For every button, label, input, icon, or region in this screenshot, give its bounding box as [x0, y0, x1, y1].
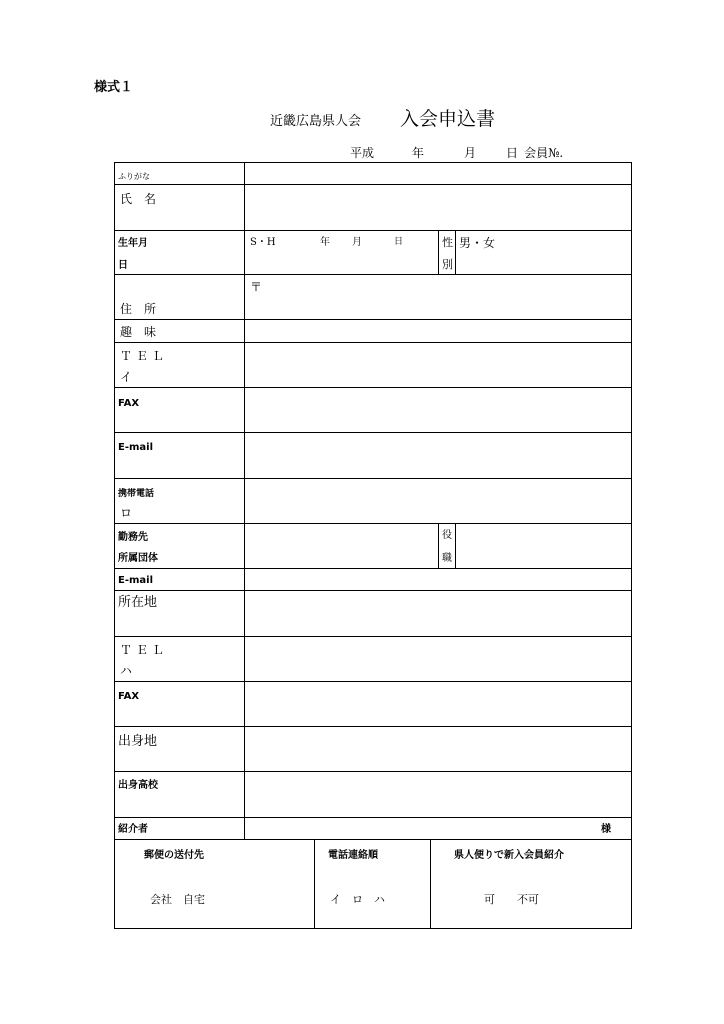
fax-label: FAX — [118, 398, 140, 409]
mobile-label: 携帯電話 — [118, 489, 155, 499]
application-form — [114, 162, 632, 929]
furigana-label: ふりがな — [118, 172, 150, 181]
position-label-2: 職 — [442, 553, 452, 564]
birthplace-label: 出身地 — [118, 734, 158, 749]
address-label: 住 所 — [120, 302, 157, 316]
form-number: 様式１ — [94, 80, 134, 95]
date-era: 平成 — [350, 146, 375, 160]
phone-order-label: 電話連絡順 — [328, 850, 378, 861]
date-year: 年 — [412, 146, 425, 160]
workplace-label-line2: 所属団体 — [118, 553, 158, 564]
member-no: 会員№. — [524, 146, 564, 160]
phone-order-options[interactable]: イ ロ ハ — [330, 893, 385, 906]
postal-mark: 〒 — [250, 280, 263, 294]
intro-label: 県人便りで新入会員紹介 — [454, 850, 564, 861]
tel-mark: イ — [120, 370, 133, 384]
org-name: 近畿広島県人会 — [270, 114, 362, 129]
work-fax-label: FAX — [118, 691, 140, 702]
date-line — [350, 144, 563, 161]
birthdate-label-line2: 日 — [118, 260, 128, 271]
referrer-label: 紹介者 — [118, 824, 148, 835]
document-title: 入会申込書 — [400, 108, 496, 130]
birthdate-label-line1: 生年月 — [118, 238, 148, 249]
mobile-mark: ロ — [120, 506, 133, 520]
workplace-label-line1: 勤務先 — [118, 532, 148, 543]
gender-label-2: 別 — [442, 258, 453, 271]
work-tel-mark: ハ — [120, 664, 133, 678]
tel-label: ＴＥＬ — [120, 349, 169, 363]
birth-month-label: 月 — [352, 237, 362, 248]
work-location-label: 所在地 — [118, 595, 158, 610]
gender-options[interactable]: 男・女 — [459, 236, 496, 250]
high-school-label: 出身高校 — [118, 780, 158, 791]
email-label: E-mail — [118, 442, 154, 453]
mail-dest-label: 郵便の送付先 — [144, 850, 204, 861]
birth-era: S・H — [250, 237, 276, 248]
birth-day-label: 日 — [394, 237, 404, 247]
gender-label-1: 性 — [442, 236, 453, 249]
hobby-label: 趣 味 — [120, 325, 157, 339]
referrer-suffix: 様 — [601, 824, 611, 835]
intro-options[interactable]: 可 不可 — [484, 893, 539, 906]
work-tel-label: ＴＥＬ — [120, 643, 169, 657]
name-label: 氏 名 — [120, 192, 157, 206]
work-email-label: E-mail — [118, 575, 154, 586]
mail-dest-options[interactable]: 会社 自宅 — [150, 893, 205, 906]
position-label-1: 役 — [442, 530, 452, 541]
date-month: 月 — [464, 146, 477, 160]
birth-year-label: 年 — [320, 237, 330, 248]
date-day: 日 — [506, 146, 519, 160]
